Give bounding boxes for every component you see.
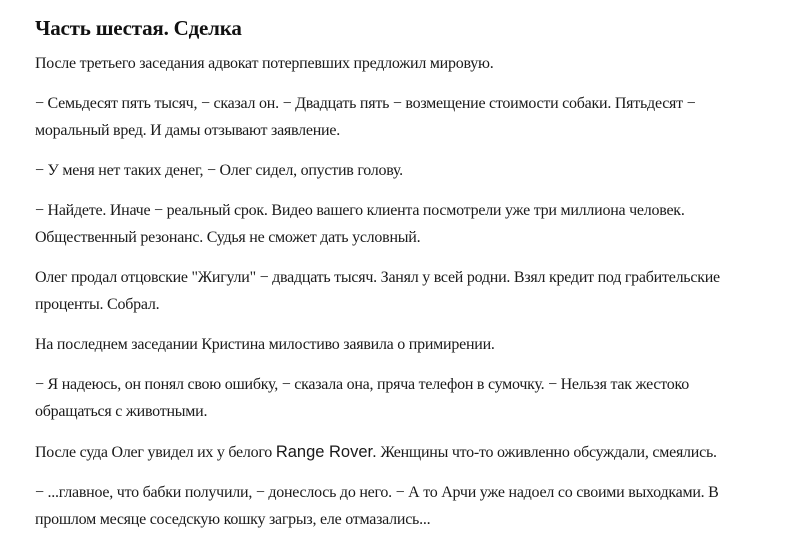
car-text-before: После суда Олег увидел их у белого xyxy=(35,444,276,462)
paragraph: На последнем заседании Кристина милостиво заявила о примирении. xyxy=(35,335,495,353)
article xyxy=(35,14,725,547)
paragraph: После третьего заседания адвокат потерпевших предложил мировую. xyxy=(35,55,494,72)
paragraph: − Найдете. Иначе − реальный срок. Видео вашего клиента посмотрели уже три миллиона человек. Общественный резонанс. Судья не сможет дать условный. xyxy=(35,202,685,246)
paragraph: − Семьдесят пять тысяч, − сказал он. − Двадцать пять − возмещение стоимости собаки. Пятьдесят − моральный вред. И дамы отзывают заявление. xyxy=(35,95,696,139)
car-brand: Range Rover. xyxy=(275,443,377,462)
chapter-title: Часть шестая. Сделка xyxy=(35,16,242,40)
paragraph: Олег продал отцовские "Жигули" − двадцать тысяч. Занял у всей родни. Взял кредит под грабительские проценты. Собрал. xyxy=(35,269,720,313)
paragraph: − Я надеюсь, он понял свою ошибку, − сказала она, пряча телефон в сумочку. − Нельзя так жестоко обращаться с животными. xyxy=(35,376,689,420)
car-text-after: Женщины что-то оживленно обсуждали, смеялись. xyxy=(376,444,717,462)
paragraph: − У меня нет таких денег, − Олег сидел, опустив голову. xyxy=(35,162,403,180)
paragraph-final: − ...главное, что бабки получили, − донеслось до него. − А то Арчи уже надоел со своими выходками. В прошлом месяце соседскую кошку загрыз, еле отмазались... xyxy=(35,484,719,528)
paragraph-car xyxy=(35,439,725,467)
